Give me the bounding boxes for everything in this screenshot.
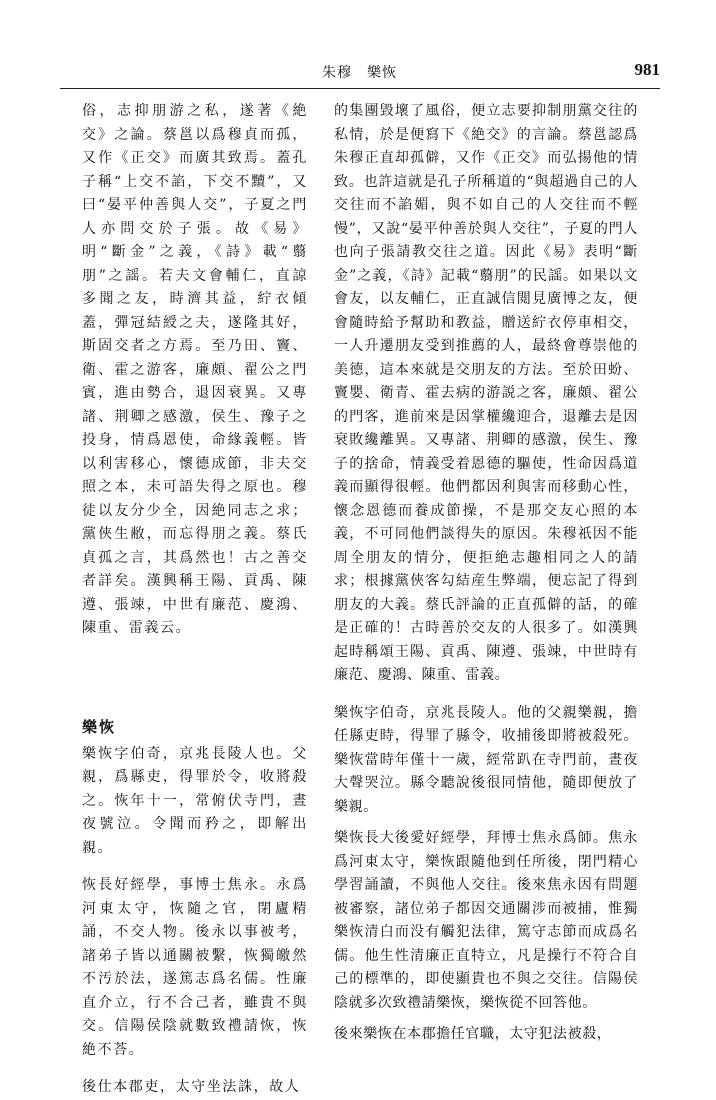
running-title: 朱穆 樂恢 [322,65,397,81]
zhu-mu-commentary-original: 俗，志抑朋游之私，遂著《絶交》之論。蔡邕以爲穆貞而孤，又作《正交》而廣其致焉。蓋孔子稱“上交不諂，下交不黷”，又曰“晏平仲善與人交”，子夏之門人亦問交於子張。故《易》明“斷金”之義，《詩》載“蘙朋”之謡。若夫文會輔仁，直諒多聞之友，時濟其益，紵衣傾蓋，彈冠結綬之夫，遂隆其好，斯固交者之方焉。至乃田、竇、衛、霍之游客，廉頗、翟公之門賓，進由勢合，退因衰異。又專諸、荆卿之感激，侯生、豫子之投身，情爲恩使，命緣義輕。皆以利害移心，懷德成節，非夫交照之本，未可語失得之原也。穆徒以友分少全，因絶同志之求；黨俠生敝，而忘得朋之義。蔡氏貞孤之言，其爲然也！古之善交者詳矣。漢興稱王陽、貢禹、陳遵、張竦，中世有廉范、慶鴻、陳重、雷義云。 [82,103,308,636]
zhu-mu-commentary-translation: 的集團毀壞了風俗，便立志要抑制朋黨交往的私情，於是便寫下《絶交》的言論。蔡邕認爲朱穆正直却孤僻，又作《正交》而弘揚他的情致。也許這就是孔子所稱道的“與超過自己的人交往而不諂媚，與不如自己的人交往而不輕慢”，又說“晏平仲善於與人交往”，子夏的門人也向子張請教交往之道。因此《易》表明“斷金”之義，《詩》記載“蘙朋”的民謡。如果以文會友，以友輔仁，正直誠信閲見廣博之友，便會隨時給予幫助和教益，贈送紵衣停車相交，一人升遷朋友受到推薦的人，最終會尊崇他的美德，這本來就是交朋友的方法。至於田蚡、竇嬰、衛青、霍去病的游説之客，廉頗、翟公的門客，進前來是因掌權纔迎合，退離去是因衰敗纔離異。又專諸、荆卿的感激，侯生、豫子的捨命，情義受着恩德的驅使，性命因爲道義而顯得很輕。他們都因利與害而移動心性，懷念恩德而養成節操，不是那交友心照的本義，不可同他們談得失的原因。朱穆祇因不能周全朋友的情分，便拒絶志趣相同之人的請求；根據黨俠客勾結産生弊端，便忘記了得到朋友的大義。蔡氏評論的正直孤僻的話，的確是正確的！古時善於交友的人很多了。如漢興起時稱頌王陽、貢禹、陳遵、張竦，中世時有廉范、慶鴻、陳重、雷義。 [334,103,638,683]
le-hui-original-para-1: 樂恢字伯奇，京兆長陵人也。父親，爲縣吏，得罪於令，收將殺之。恢年十一，常俯伏寺門，晝夜號泣。令聞而矜之，即解出親。 [82,745,308,856]
le-hui-translation-para-3: 後來樂恢在本郡擔任官職，太守犯法被殺， [334,1026,612,1042]
page-header [60,58,660,84]
page-number: 981 [634,60,660,79]
section-title-le-hui: 樂恢 [82,717,117,736]
header-rule [60,88,660,89]
le-hui-original-para-2: 恢長好經學，事博士焦永。永爲河東太守，恢隨之官，閉廬精誦，不交人物。後永以事被考，諸弟子皆以通關被繫，恢獨皦然不汚於法，遂篤志爲名儒。性廉直介立，行不合己者，雖貴不與交。信陽侯陰就數致禮請恢，恢絶不荅。 [82,877,308,1058]
le-hui-original-para-3: 後仕本郡吏，太守坐法誅，故人 [82,1079,301,1095]
le-hui-translation-para-1: 樂恢字伯奇，京兆長陵人。他的父親樂親，擔任縣吏時，得罪了縣令，收捕後即將被殺死。樂恢當時年僅十一歲，經常趴在寺門前，晝夜大聲哭泣。縣令聽說後很同情他，隨即便放了樂親。 [334,704,638,815]
left-column-original-text [82,100,308,1100]
right-column-translation [334,100,638,1047]
le-hui-translation-para-2: 樂恢長大後愛好經學，拜博士焦永爲師。焦永爲河東太守，樂恢跟隨他到任所後，閉門精心學習誦讀，不與他人交往。後來焦永因有問題被審察，諸位弟子都因交通關涉而被捕，惟獨樂恢清白而没有觸犯法律，篤守志節而成爲名儒。他生性清廉正直特立，凡是操行不符合自己的標準的，即使顯貴也不與之交往。信陽侯陰就多次致禮請樂恢，樂恢從不回答他。 [334,830,638,1011]
